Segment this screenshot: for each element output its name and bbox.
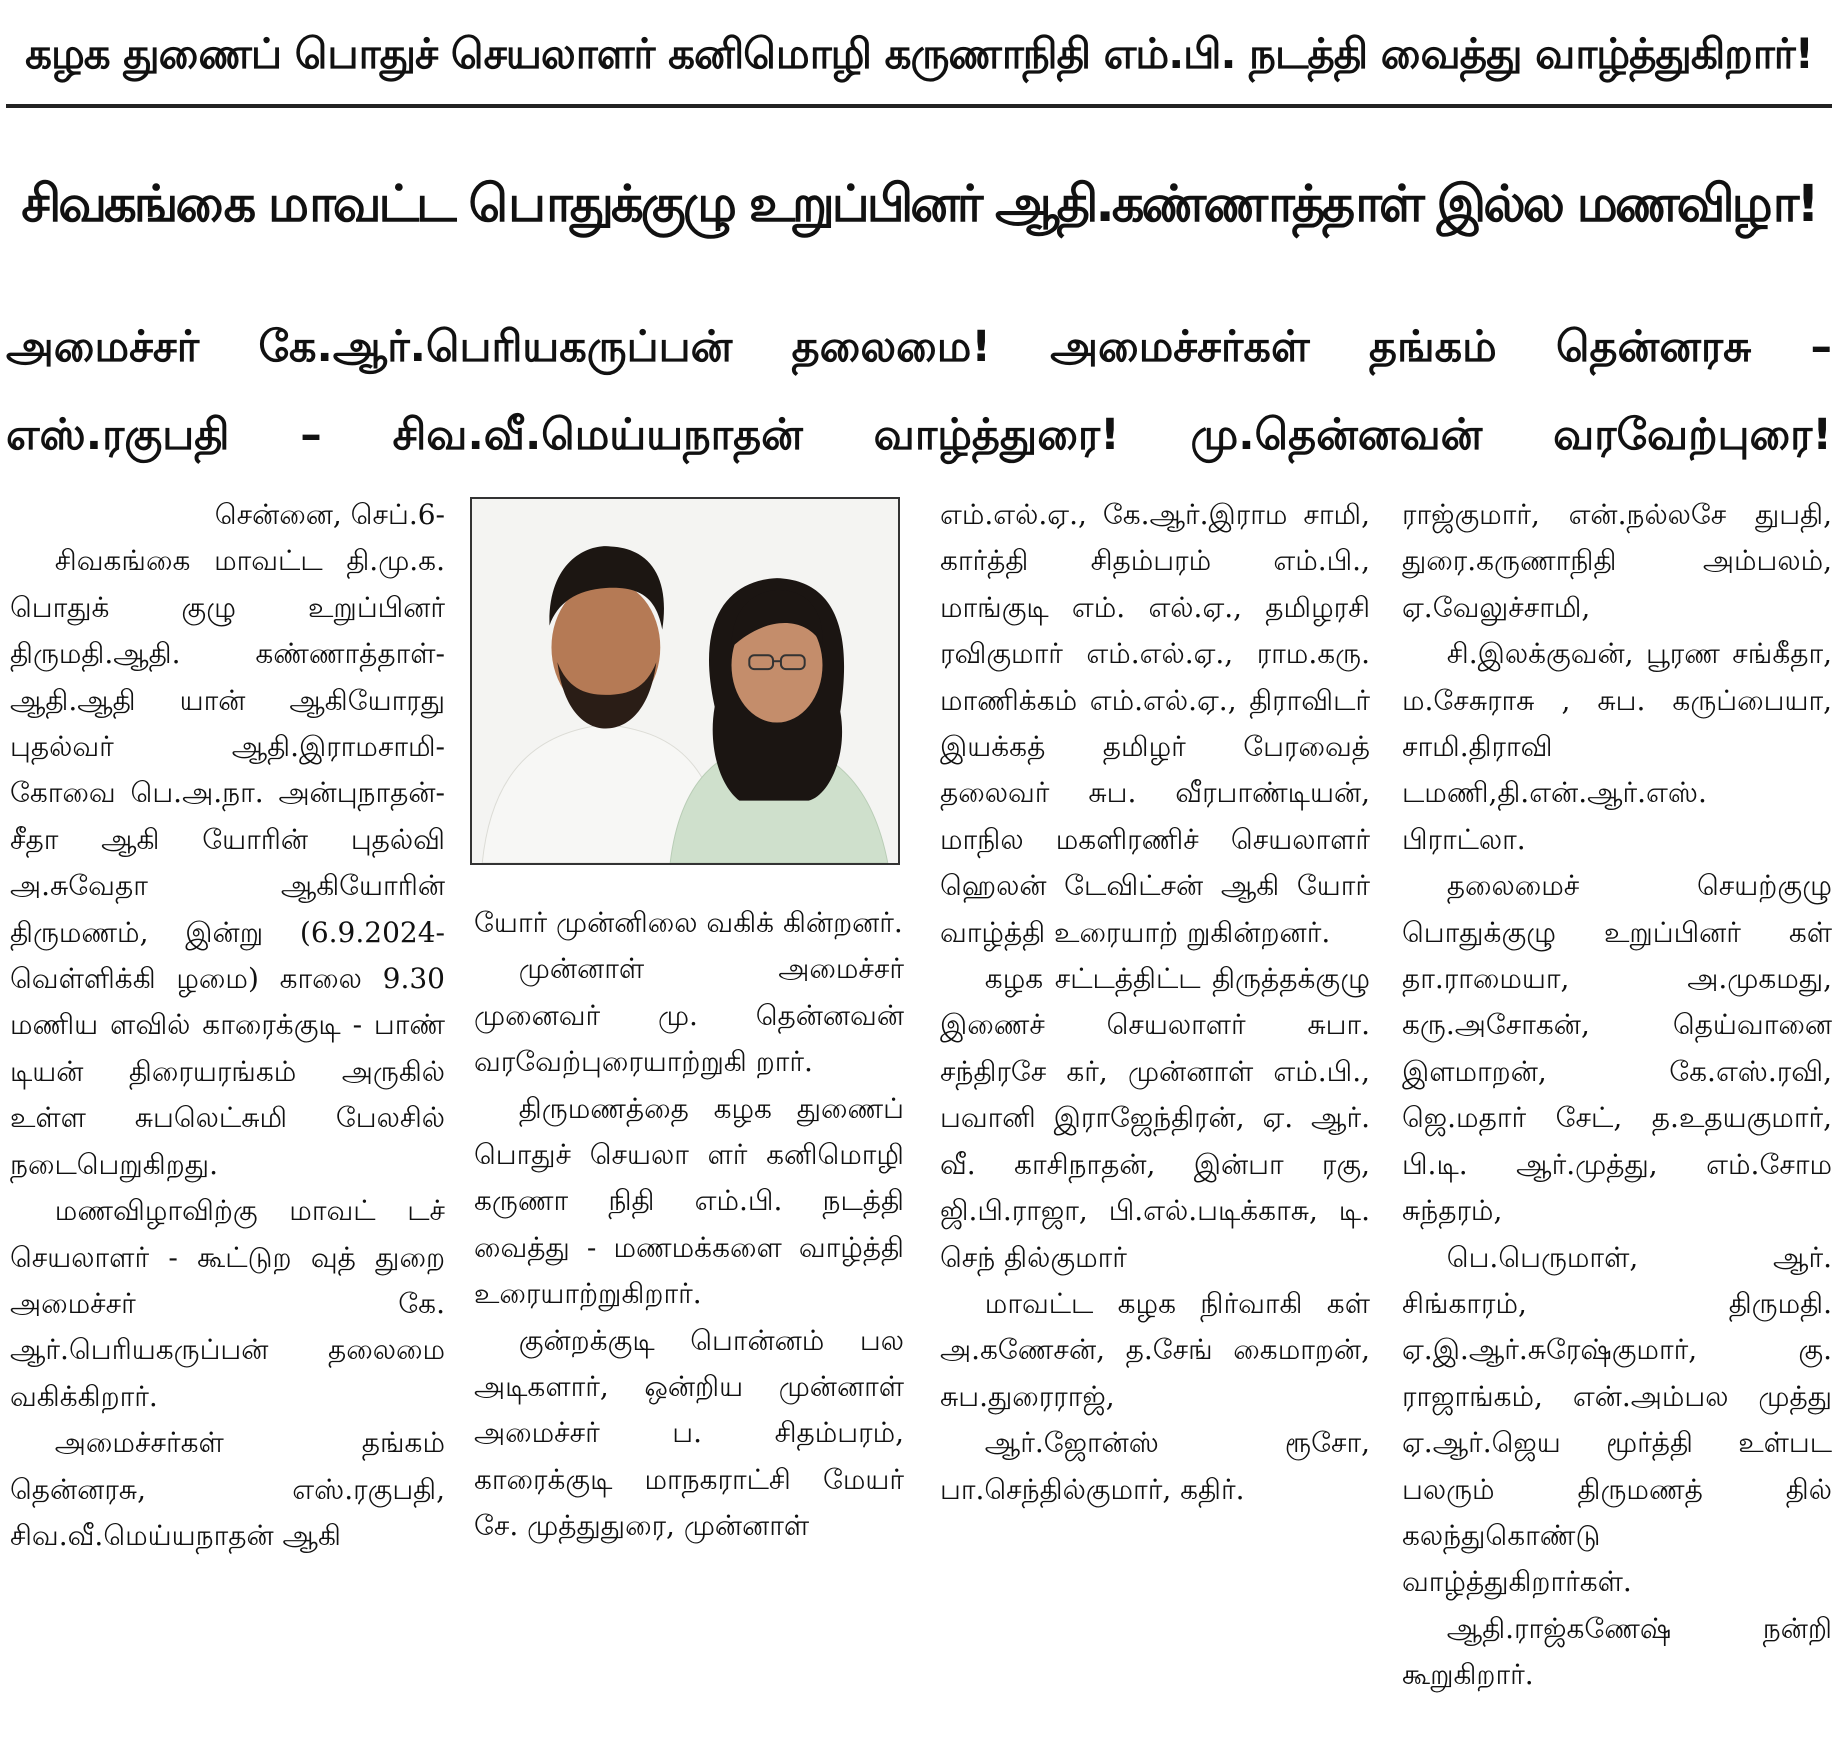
paragraph: குன்றக்குடி பொன்னம் பல அடிகளார், ஒன்றிய முன்னாள் அமைச்சர் ப. சிதம்பரம், காரைக்குடி மாநகராட்சி மேயர் சே. முத்துதுரை, முன்னாள் xyxy=(474,1323,904,1543)
paragraph: சிவகங்கை மாவட்ட தி.மு.க. பொதுக் குழு உறுப்பினர் திருமதி.ஆதி. கண்ணாத்தாள்-ஆதி.ஆதி யான் ஆகியோரது புதல்வர் ஆதி.இராமசாமி- கோவை பெ.அ.நா. அன்புநாதன்-சீதா ஆகி யோரின் புதல்வி அ.சுவேதா ஆகியோரின் திருமணம், இன்று (6.9.2024-வெள்ளிக்கி ழமை) காலை 9.30 மணிய ளவில் காரைக்குடி - பாண் டியன் திரையரங்கம் அருகில் உள்ள சுபலெட்சுமி பேலசில் நடைபெறுகிறது. xyxy=(10,544,445,1181)
subheadline xyxy=(6,303,1832,483)
paragraph: அமைச்சர்கள் தங்கம் தென்னரசு, எஸ்.ரகுபதி, சிவ.வீ.மெய்யநாதன் ஆகி xyxy=(10,1426,445,1552)
couple-photo xyxy=(470,497,900,865)
couple-photo-icon xyxy=(472,499,898,863)
paragraph: எம்.எல்.ஏ., கே.ஆர்.இராம சாமி, கார்த்தி சிதம்பரம் எம்.பி., மாங்குடி எம். எல்.ஏ., தமிழரசி ரவிகுமார் எம்.எல்.ஏ., ராம.கரு. மாணிக்கம் எம்.எல்.ஏ., திராவிடர் இயக்கத் தமிழர் பேரவைத் தலைவர் சுப. வீரபாண்டியன், மாநில மகளிரணிச் செயலாளர் ஹெலன் டேவிட்சன் ஆகி யோர் வாழ்த்தி உரையாற் றுகின்றனர். xyxy=(940,498,1370,949)
paragraph: யோர் முன்னிலை வகிக் கின்றனர். xyxy=(474,906,903,939)
paragraph: தலைமைச் செயற்குழு பொதுக்குழு உறுப்பினர் கள் தா.ராமையா, அ.முகமது, கரு.அசோகன், தெய்வானை இளமாறன், கே.எஸ்.ரவி, ஜெ.மதார் சேட், த.உதயகுமார், பி.டி. ஆர்.முத்து, எம்.சோம சுந்தரம், xyxy=(1402,869,1832,1228)
article-column-4 xyxy=(1402,492,1832,1754)
kicker-headline: கழக துணைப் பொதுச் செயலாளர் கனிமொழி கருணாநிதி எம்.பி. நடத்தி வைத்து வாழ்த்துகிறார்! xyxy=(6,8,1832,108)
article-column-2 xyxy=(474,900,904,1754)
paragraph: மணவிழாவிற்கு மாவட் டச் செயலாளர் - கூட்டுற வுத் துறை அமைச்சர் கே. ஆர்.பெரியகருப்பன் தலைமை வகிக்கிறார். xyxy=(10,1194,445,1413)
article-column-3 xyxy=(940,492,1370,1754)
paragraph: ராஜ்குமார், என்.நல்லசே துபதி, துரை.கருணாநிதி அம்பலம், ஏ.வேலுச்சாமி, xyxy=(1402,498,1832,624)
paragraph: ஆர்.ஜோன்ஸ் ரூசோ, பா.செந்தில்குமார், கதிர். xyxy=(940,1426,1370,1506)
paragraph: திருமணத்தை கழக துணைப் பொதுச் செயலா ளர் கனிமொழி கருணா நிதி எம்.பி. நடத்தி வைத்து - மணமக்களை வாழ்த்தி உரையாற்றுகிறார். xyxy=(474,1091,904,1311)
paragraph: சி.இலக்குவன், பூரண சங்கீதா, ம.சேசுராசு , சுப. கருப்பையா, சாமி.திராவி டமணி,தி.என்.ஆர்.எஸ். பிராட்லா. xyxy=(1402,637,1832,856)
paragraph: பெ.பெருமாள், ஆர். சிங்காரம், திருமதி. ஏ.இ.ஆர்.சுரேஷ்குமார், கு. ராஜாங்கம், என்.அம்பல முத்து ஏ.ஆர்.ஜெய மூர்த்தி உள்பட பலரும் திருமணத் தில் கலந்துகொண்டு வாழ்த்துகிறார்கள். xyxy=(1402,1240,1832,1599)
paragraph: ஆதி.ராஜ்கணேஷ் நன்றி கூறுகிறார். xyxy=(1402,1611,1832,1692)
paragraph: மாவட்ட கழக நிர்வாகி கள் அ.கணேசன், த.சேங் கைமாறன், சுப.துரைராஜ், xyxy=(940,1286,1370,1413)
article-column-1 xyxy=(10,492,445,1754)
paragraph: முன்னாள் அமைச்சர் முனைவர் மு. தென்னவன் வரவேற்புரையாற்றுகி றார். xyxy=(474,952,904,1079)
dateline: சென்னை, செப்.6- xyxy=(214,498,445,531)
main-headline: சிவகங்கை மாவட்ட பொதுக்குழு உறுப்பினர் ஆதி.கண்ணாத்தாள் இல்ல மணவிழா! xyxy=(21,175,1817,234)
paragraph: கழக சட்டத்திட்ட திருத்தக்குழு இணைச் செயலாளர் சுபா. சந்திரசே கர், முன்னாள் எம்.பி., பவானி இராஜேந்திரன், ஏ. ஆர். வீ. காசிநாதன், இன்பா ரகு, ஜி.பி.ராஜா, பி.எல்.படிக்காசு, டி. செந் தில்குமார் xyxy=(940,962,1370,1274)
subheadline-line-2: எஸ்.ரகுபதி – சிவ.வீ.மெய்யநாதன் வாழ்த்துரை! மு.தென்னவன் வரவேற்புரை! xyxy=(6,410,1832,460)
subheadline-line-1: அமைச்சர் கே.ஆர்.பெரியகருப்பன் தலைமை! அமைச்சர்கள் தங்கம் தென்னரசு – xyxy=(6,322,1832,372)
